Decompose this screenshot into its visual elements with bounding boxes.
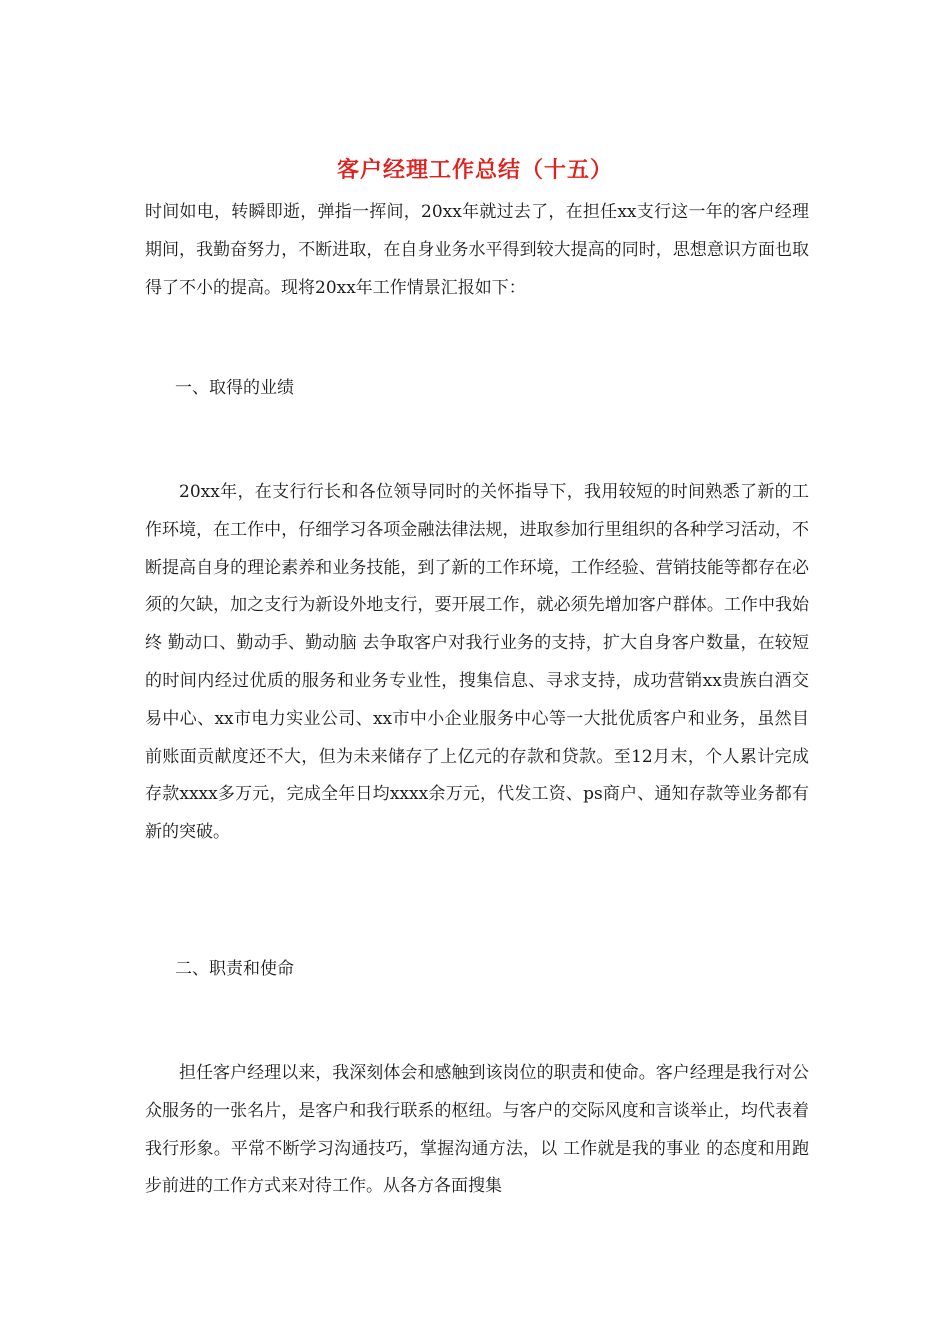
section-body-duties: 担任客户经理以来，我深刻体会和感触到该岗位的职责和使命。客户经理是我行对公众服务的一张名片，是客户和我行联系的枢纽。与客户的交际风度和言谈举止，均代表着我行形象。平常不断学习沟通技巧，掌握沟通方法，以 工作就是我的事业 的态度和用跑步前进的工作方式来对待工作。从各方各面搜集 [145, 1063, 809, 1197]
section-heading-achievements: 一、取得的业绩 [175, 378, 294, 398]
section-body-achievements: 20xx年，在支行行长和各位领导同时的关怀指导下，我用较短的时间熟悉了新的工作环境，在工作中，仔细学习各项金融法律法规，进取参加行里组织的各种学习活动，不断提高自身的理论素养和业务技能，到了新的工作环境，工作经验、营销技能等都存在必须的欠缺，加之支行为新设外地支行，要开展工作，就必须先增加客户群体。工作中我始终 勤动口、勤动手、勤动脑 去争取客户对我行业务的支持，扩大自身客户数量，在较短的时间内经过优质的服务和业务专业性，搜集信息、寻求支持，成功营销xx贵族白酒交易中心、xx市电力实业公司、xx市中小企业服务中心等一大批优质客户和业务，虽然目前账面贡献度还不大，但为未来储存了上亿元的存款和贷款。至12月末，个人累计完成存款xxxx多万元，完成全年日均xxxx余万元，代发工资、ps商户、通知存款等业务都有新的突破。 [145, 482, 809, 843]
section-heading-duties: 二、职责和使命 [175, 959, 294, 979]
document-title: 客户经理工作总结（十五） [336, 157, 613, 183]
intro-paragraph: 时间如电，转瞬即逝，弹指一挥间，20xx年就过去了，在担任xx支行这一年的客户经理期间，我勤奋努力，不断进取，在自身业务水平得到较大提高的同时，思想意识方面也取得了不小的提高。现将20xx年工作情景汇报如下： [145, 202, 809, 298]
